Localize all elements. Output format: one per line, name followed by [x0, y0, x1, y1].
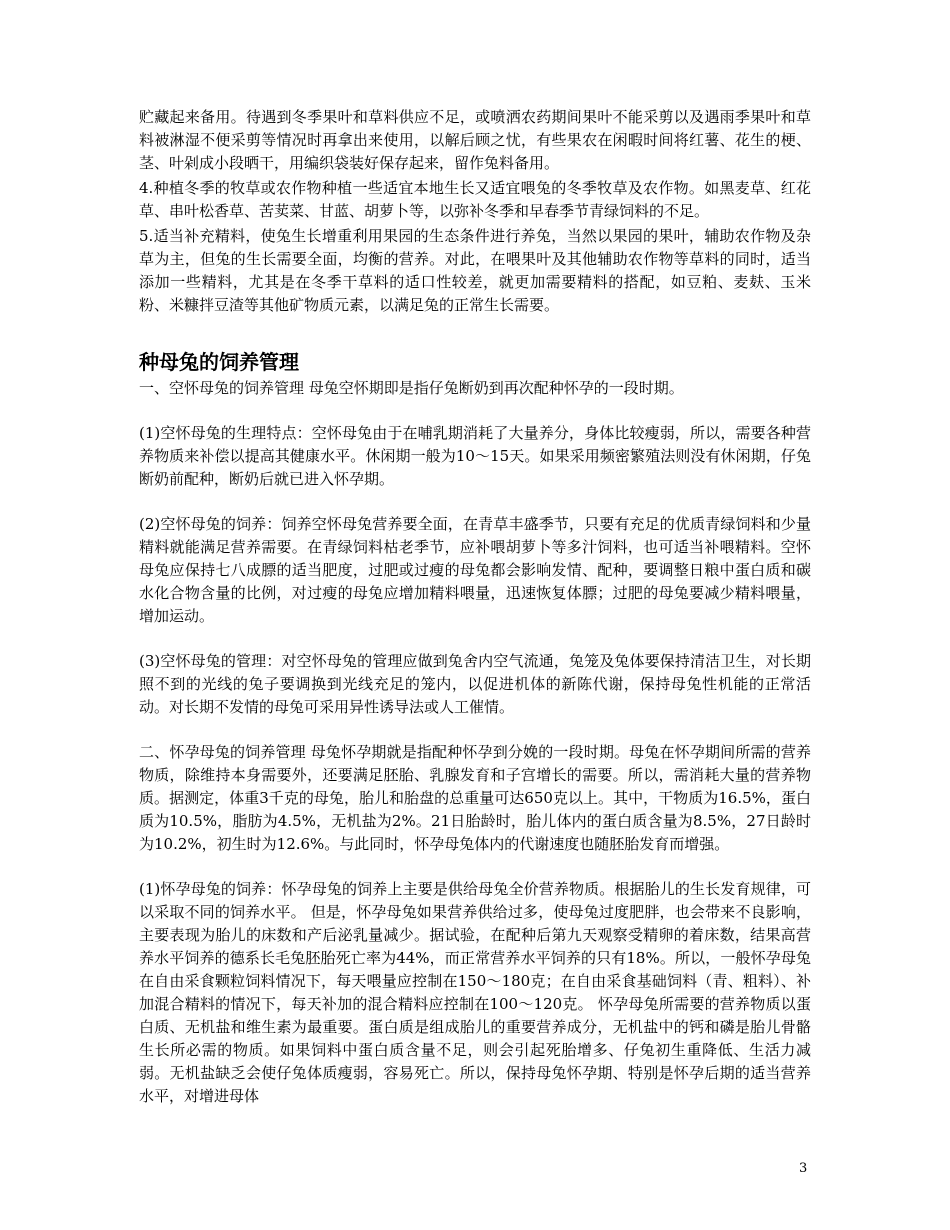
paragraph: 4.种植冬季的牧草或农作物种植一些适宜本地生长又适宜喂兔的冬季牧草及农作物。如黑麦草、红花草、串叶松香草、苦荬菜、甘蓝、胡萝卜等，以弥补冬季和早春季节青绿饲料的不足。: [139, 179, 811, 220]
paragraph: (3)空怀母兔的管理：对空怀母兔的管理应做到兔舍内空气流通，兔笼及兔体要保持清洁卫生，对长期照不到的光线的兔子要调换到光线充足的笼内，以促进机体的新陈代谢，保持母兔性机能的正常活动。对长期不发情的母兔可采用异性诱导法或人工催情。: [139, 652, 811, 716]
paragraph: 5.适当补充精料，使兔生长增重利用果园的生态条件进行养兔，当然以果园的果叶，辅助农作物及杂草为主，但兔的生长需要全面，均衡的营养。对此，在喂果叶及其他辅助农作物等草料的同时，适当添加一些精料，尤其是在冬季干草料的适口性较差，就更加需要精料的搭配，如豆粕、麦麸、玉米粉、米糠拌豆渣等其他矿物质元素，以满足兔的正常生长需要。: [139, 227, 811, 314]
section-title: 种母兔的饲养管理: [139, 350, 299, 374]
paragraph: (1)怀孕母兔的饲养：怀孕母兔的饲养上主要是供给母兔全价营养物质。根据胎儿的生长发育规律，可以采取不同的饲养水平。 但是，怀孕母兔如果营养供给过多，使母兔过度肥胖，也会带来不良影响，主要表现为胎儿的床数和产后泌乳量减少。据试验，在配种后第九天观察受精卵的着床数，结果高营养水平饲养的德系长毛兔胚胎死亡率为44%，而正常营养水平饲养的只有18%。所以，一般怀孕母兔在自由采食颗粒饲料情况下，每天喂量应控制在150～180克；在自由采食基础饲料（青、粗料）、补加混合精料的情况下，每天补加的混合精料应控制在100～120克。 怀孕母兔所需要的营养物质以蛋白质、无机盐和维生素为最重要。蛋白质是组成胎儿的重要营养成分，无机盐中的钙和磷是胎儿骨骼生长所必需的物质。如果饲料中蛋白质含量不足，则会引起死胎增多、仔兔初生重降低、生活力减弱。无机盐缺乏会使仔兔体质瘦弱，容易死亡。所以，保持母兔怀孕期、特别是怀孕后期的适当营养水平，对增进母体: [139, 880, 811, 1105]
page-number: 3: [799, 1161, 808, 1176]
paragraph: (2)空怀母兔的饲养：饲养空怀母兔营养要全面，在青草丰盛季节，只要有充足的优质青绿饲料和少量精料就能满足营养需要。在青绿饲料枯老季节，应补喂胡萝卜等多汁饲料，也可适当补喂精料。空怀母兔应保持七八成膘的适当肥度，过肥或过瘦的母兔都会影响发情、配种，要调整日粮中蛋白质和碳水化合物含量的比例，对过瘦的母兔应增加精料喂量，迅速恢复体膘；过肥的母兔要减少精料喂量，增加运动。: [139, 515, 811, 625]
paragraph: 一、空怀母兔的饲养管理 母兔空怀期即是指仔兔断奶到再次配种怀孕的一段时期。: [139, 379, 684, 397]
paragraph: 贮藏起来备用。待遇到冬季果叶和草料供应不足，或喷洒农药期间果叶不能采剪以及遇雨季果叶和草料被淋湿不便采剪等情况时再拿出来使用，以解后顾之忧，有些果农在闲暇时间将红薯、花生的梗、茎、叶剁成小段晒干，用编织袋装好保存起来，留作兔料备用。: [139, 108, 811, 172]
paragraph: 二、怀孕母兔的饲养管理 母兔怀孕期就是指配种怀孕到分娩的一段时期。母兔在怀孕期间所需的营养物质，除维持本身需要外，还要满足胚胎、乳腺发育和子宫增长的需要。所以，需消耗大量的营养物质。据测定，体重3千克的母兔，胎儿和胎盘的总重量可达650克以上。其中，干物质为16.5%，蛋白质为10.5%，脂肪为4.5%，无机盐为2%。21日胎龄时，胎儿体内的蛋白质含量为8.5%，27日龄时为10.2%，初生时为12.6%。与此同时，怀孕母兔体内的代谢速度也随胚胎发育而增强。: [139, 743, 811, 853]
document-body: [139, 106, 811, 1108]
paragraph: (1)空怀母兔的生理特点：空怀母兔由于在哺乳期消耗了大量养分，身体比较瘦弱，所以，需要各种营养物质来补偿以提高其健康水平。休闲期一般为10～15天。如果采用频密繁殖法则没有休闲期，仔兔断奶前配种，断奶后就已进入怀孕期。: [139, 424, 811, 488]
